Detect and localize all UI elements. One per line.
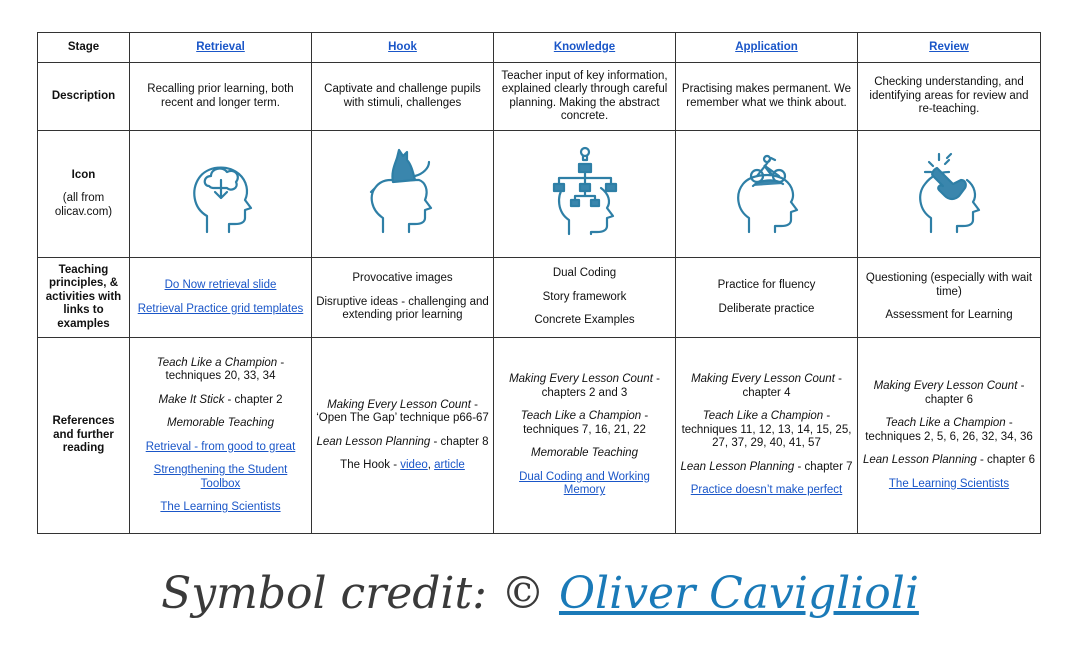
head-cloud-download-icon: [181, 146, 261, 238]
icon-cell-knowledge: [494, 131, 676, 258]
icon-label-cell: [38, 131, 130, 258]
description-label: Description: [38, 63, 130, 131]
reference-item: Memorable Teaching: [531, 447, 638, 460]
header-link-knowledge[interactable]: Knowledge: [553, 40, 616, 53]
teaching-knowledge-item: Concrete Examples: [534, 314, 635, 327]
teaching-knowledge-item: Story framework: [542, 290, 627, 303]
symbol-credit: [0, 568, 1080, 620]
reference-item: Teach Like a Champion - techniques 20, 33, 34: [156, 356, 285, 382]
icon-cell-hook: [312, 131, 494, 258]
teaching-hook-item: Provocative images: [352, 272, 453, 285]
teaching-application: [676, 258, 858, 338]
reference-item: Making Every Lesson Count - chapter 4: [691, 373, 842, 399]
hook-video-link[interactable]: video: [400, 459, 428, 471]
dual-coding-working-memory-link[interactable]: Dual Coding and Working Memory: [519, 470, 650, 497]
icon-row: [38, 131, 1041, 258]
practice-doesnt-make-perfect-link[interactable]: Practice doesn’t make perfect: [690, 484, 843, 497]
head-cat-icon: [363, 146, 443, 238]
header-link-application[interactable]: Application: [735, 40, 798, 53]
head-hierarchy-lightbulb-icon: [545, 146, 625, 238]
reference-item: Making Every Lesson Count - chapters 2 and 3: [509, 373, 660, 399]
stage-label: Stage: [38, 33, 130, 63]
references-row: [38, 338, 1041, 534]
header-link-review[interactable]: Review: [929, 40, 969, 53]
teaching-knowledge-item: Dual Coding: [552, 267, 617, 280]
hook-article-link[interactable]: article: [434, 459, 465, 471]
references-review: [858, 338, 1041, 534]
icon-cell-retrieval: [130, 131, 312, 258]
teaching-hook-item: Disruptive ideas - challenging and extending prior learning: [316, 295, 489, 322]
references-application: [676, 338, 858, 534]
icon-cell-review: [858, 131, 1041, 258]
teaching-review-item: Questioning (especially with wait time): [865, 272, 1033, 298]
teaching-label: Teaching principles, & activities with links to examples: [38, 258, 130, 338]
reference-item: Make It Stick - chapter 2: [158, 393, 283, 406]
description-review: Checking understanding, and identifying areas for review and re-teaching.: [858, 63, 1041, 131]
description-knowledge: Teacher input of key information, explained clearly through careful planning. Making the abstract concrete.: [494, 63, 676, 131]
description-retrieval: Recalling prior learning, both recent and longer term.: [130, 63, 312, 131]
teaching-review-item: Assessment for Learning: [885, 309, 1013, 322]
do-now-retrieval-slide-link[interactable]: Do Now retrieval slide: [164, 279, 277, 291]
head-hand-pointing-icon: [909, 146, 989, 238]
teaching-application-item: Deliberate practice: [718, 302, 815, 315]
reference-item: Making Every Lesson Count - ‘Open The Gap’ technique p66-67: [316, 398, 489, 424]
learning-scientists-link[interactable]: The Learning Scientists: [888, 477, 1010, 490]
header-link-hook[interactable]: Hook: [388, 40, 417, 53]
teaching-hook: [312, 258, 494, 338]
icon-label: Icon: [71, 168, 96, 181]
reference-item: Lean Lesson Planning - chapter 7: [680, 460, 853, 473]
teaching-knowledge: [494, 258, 676, 338]
icon-cell-application: [676, 131, 858, 258]
references-knowledge: [494, 338, 676, 534]
reference-item: Teach Like a Champion - techniques 11, 12, 13, 14, 15, 25, 27, 37, 29, 40, 41, 57: [681, 410, 852, 450]
description-hook: Captivate and challenge pupils with stimuli, challenges: [312, 63, 494, 131]
reference-item: Lean Lesson Planning - chapter 8: [316, 435, 489, 448]
reference-item: The Hook - video, article: [340, 459, 465, 471]
description-row: [38, 63, 1041, 131]
reference-item: Memorable Teaching: [167, 417, 274, 429]
oliver-caviglioli-link[interactable]: Oliver Caviglioli: [558, 568, 919, 619]
reference-item: Making Every Lesson Count - chapter 6: [873, 380, 1025, 406]
stage-row: [38, 33, 1041, 63]
description-application: Practising makes permanent. We remember what we think about.: [676, 63, 858, 131]
header-link-retrieval[interactable]: Retrieval: [196, 40, 245, 53]
references-label: References and further reading: [38, 338, 130, 534]
teaching-application-item: Practice for fluency: [717, 279, 816, 291]
reference-item: Lean Lesson Planning - chapter 6: [863, 454, 1035, 466]
references-hook: [312, 338, 494, 534]
teaching-retrieval: [130, 258, 312, 338]
teaching-row: [38, 258, 1041, 338]
teaching-review: [858, 258, 1041, 338]
stages-table: [37, 32, 1041, 534]
retrieval-good-to-great-link[interactable]: Retrieval - from good to great: [145, 440, 296, 453]
retrieval-practice-grid-link[interactable]: Retrieval Practice grid templates: [137, 302, 304, 315]
reference-item: Teach Like a Champion - techniques 7, 16, 21, 22: [520, 410, 649, 436]
symbol-credit-text: Symbol credit: ©: [161, 568, 559, 619]
strengthening-student-toolbox-link[interactable]: Strengthening the Student Toolbox: [153, 464, 288, 490]
icon-sublabel: (all from olicav.com): [54, 192, 113, 218]
reference-item: Teach Like a Champion - techniques 2, 5, 6, 26, 32, 34, 36: [865, 417, 1033, 443]
head-cyclist-icon: [727, 146, 807, 238]
learning-scientists-link[interactable]: The Learning Scientists: [160, 501, 281, 513]
references-retrieval: [130, 338, 312, 534]
